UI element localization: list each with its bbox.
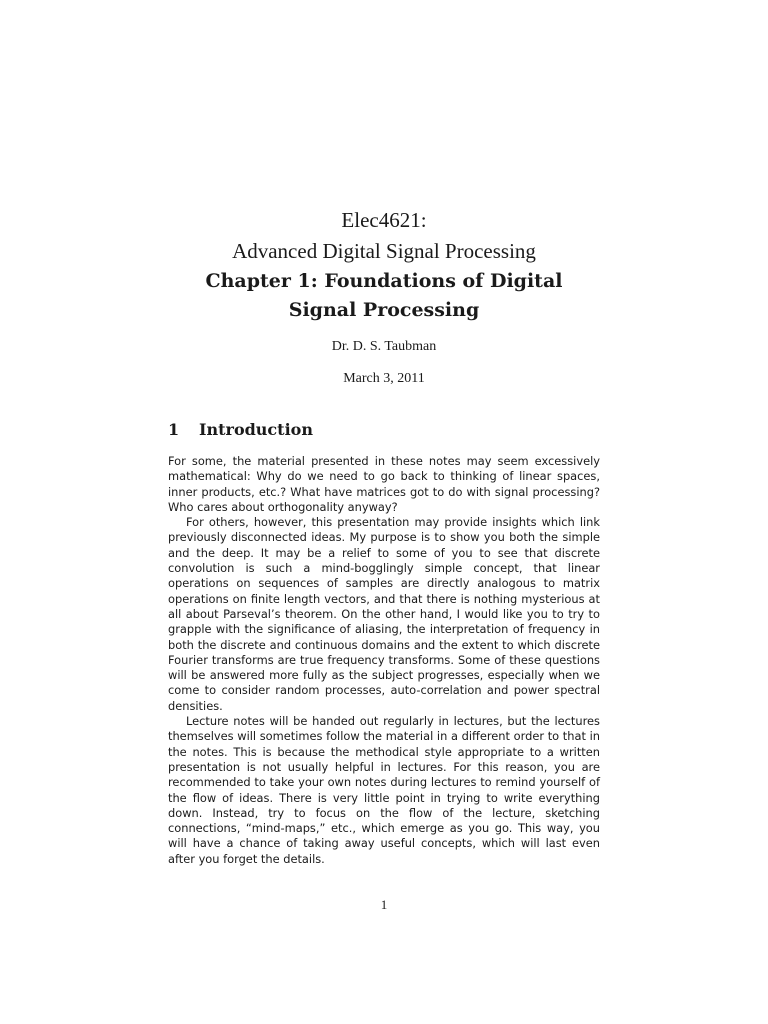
date: March 3, 2011: [343, 371, 425, 386]
section-number: 1: [168, 420, 180, 439]
chapter-title-line-1: Chapter 1: Foundations of Digital: [205, 270, 563, 292]
section-title: Introduction: [199, 420, 313, 439]
paragraph-2: For others, however, this presentation may provide insights which link previously disconnected ideas. My purpose is to show you both the simple and the deep. It may be a relief to some of you to see that discrete convolution is such a mind-bogglingly simple concept, that linear operations on sequences of samples are directly analogous to matrix operations on finite length vectors, and that there is nothing mysterious at all about Parseval’s theorem. On the other hand, I would like you to try to grapple with the significance of aliasing, the interpretation of frequency in both the discrete and continuous domains and the extent to which discrete Fourier transforms are true frequency transforms. Some of these questions will be answered more fully as the subject progresses, especially when we come to consider random processes, auto-correlation and power spectral densities.: [168, 515, 600, 713]
author: Dr. D. S. Taubman: [331, 339, 437, 354]
paragraph-3: Lecture notes will be handed out regularly in lectures, but the lectures themselves will sometimes follow the material in a different order to that in the notes. This is because the methodical style appropriate to a written presentation is not usually helpful in lectures. For this reason, you are recommended to take your own notes during lectures to remind yourself of the flow of ideas. There is very little point in trying to write everything down. Instead, try to focus on the flow of the lecture, sketching connections, “mind-maps,” etc., which emerge as you go. This way, you will have a chance of taking away useful concepts, which will last even after you forget the details.: [168, 714, 600, 866]
section-body: [168, 454, 600, 867]
course-name: Advanced Digital Signal Processing: [232, 239, 536, 263]
title-block: [0, 205, 768, 325]
paragraph-1: For some, the material presented in these notes may seem excessively mathematical: Why do we need to go back to thinking of linear spaces, inner products, etc.? What have matrices got to do with signal processing? Who cares about orthogonality anyway?: [168, 454, 600, 514]
chapter-title-line-2: Signal Processing: [288, 299, 480, 321]
page-number: 1: [380, 897, 388, 912]
section-heading: [168, 419, 313, 441]
course-code: Elec4621:: [341, 208, 427, 232]
